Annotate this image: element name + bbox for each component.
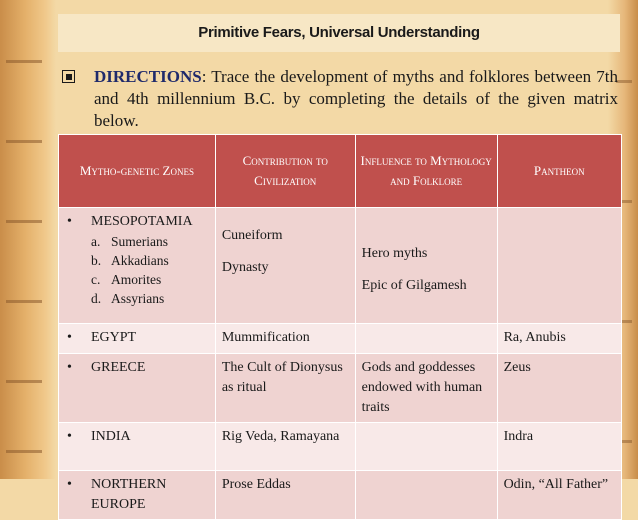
contribution-cell: The Cult of Dionysus as ritual: [215, 354, 355, 423]
egyptian-border-left: [0, 0, 56, 479]
header-pantheon: Pantheon: [497, 135, 621, 208]
list-item: a. Sumerians: [91, 234, 168, 249]
header-zones: Mytho-genetic Zones: [59, 135, 216, 208]
bullet-icon: •: [67, 429, 72, 444]
directions-label: DIRECTIONS: [94, 67, 202, 86]
table-row: [59, 354, 622, 423]
influence-cell: [355, 423, 497, 471]
influence-cell: Gods and goddesses endowed with human traits: [355, 354, 497, 423]
table-header-row: [59, 135, 622, 208]
pantheon-cell: Odin, “All Father”: [497, 471, 621, 520]
bullet-icon: •: [67, 477, 72, 492]
table-row: [59, 208, 622, 324]
header-contribution: Contribution to Civilization: [215, 135, 355, 208]
influence-cell: [355, 324, 497, 354]
zone-cell: • NORTHERN EUROPE: [59, 471, 216, 520]
zone-cell: • EGYPT: [59, 324, 216, 354]
contribution-cell: Cuneiform Dynasty: [215, 208, 355, 324]
bullet-icon: •: [67, 360, 72, 375]
slide-title: Primitive Fears, Universal Understanding: [198, 24, 480, 41]
bullet-icon: •: [67, 214, 72, 229]
directions-paragraph: [62, 66, 618, 132]
pantheon-cell: Indra: [497, 423, 621, 471]
contribution-cell: Prose Eddas: [215, 471, 355, 520]
contribution-cell: Mummification: [215, 324, 355, 354]
header-influence: Influence to Mythology and Folklore: [355, 135, 497, 208]
directions-text: : Trace the development of myths and folklores between 7th and 4th millennium B.C. by completing the details of the given matrix below.: [94, 67, 618, 130]
pantheon-cell: [497, 208, 621, 324]
subzone-list: [91, 232, 209, 308]
zone-cell: [59, 208, 216, 324]
zone-cell: • GREECE: [59, 354, 216, 423]
myth-matrix-table: [58, 134, 622, 520]
zone-name: MESOPOTAMIA: [91, 214, 193, 229]
table-row: [59, 324, 622, 354]
contribution-cell: Rig Veda, Ramayana: [215, 423, 355, 471]
list-item: b. Akkadians: [91, 253, 169, 268]
influence-cell: Hero myths Epic of Gilgamesh: [355, 208, 497, 324]
table-row: [59, 423, 622, 471]
list-item: d. Assyrians: [91, 291, 165, 306]
table-row: [59, 471, 622, 520]
zone-cell: • INDIA: [59, 423, 216, 471]
influence-cell: [355, 471, 497, 520]
checkbox-bullet-icon: [62, 70, 75, 83]
list-item: c. Amorites: [91, 272, 162, 287]
pantheon-cell: Ra, Anubis: [497, 324, 621, 354]
bullet-icon: •: [67, 330, 72, 345]
pantheon-cell: Zeus: [497, 354, 621, 423]
title-bar: [58, 14, 620, 52]
